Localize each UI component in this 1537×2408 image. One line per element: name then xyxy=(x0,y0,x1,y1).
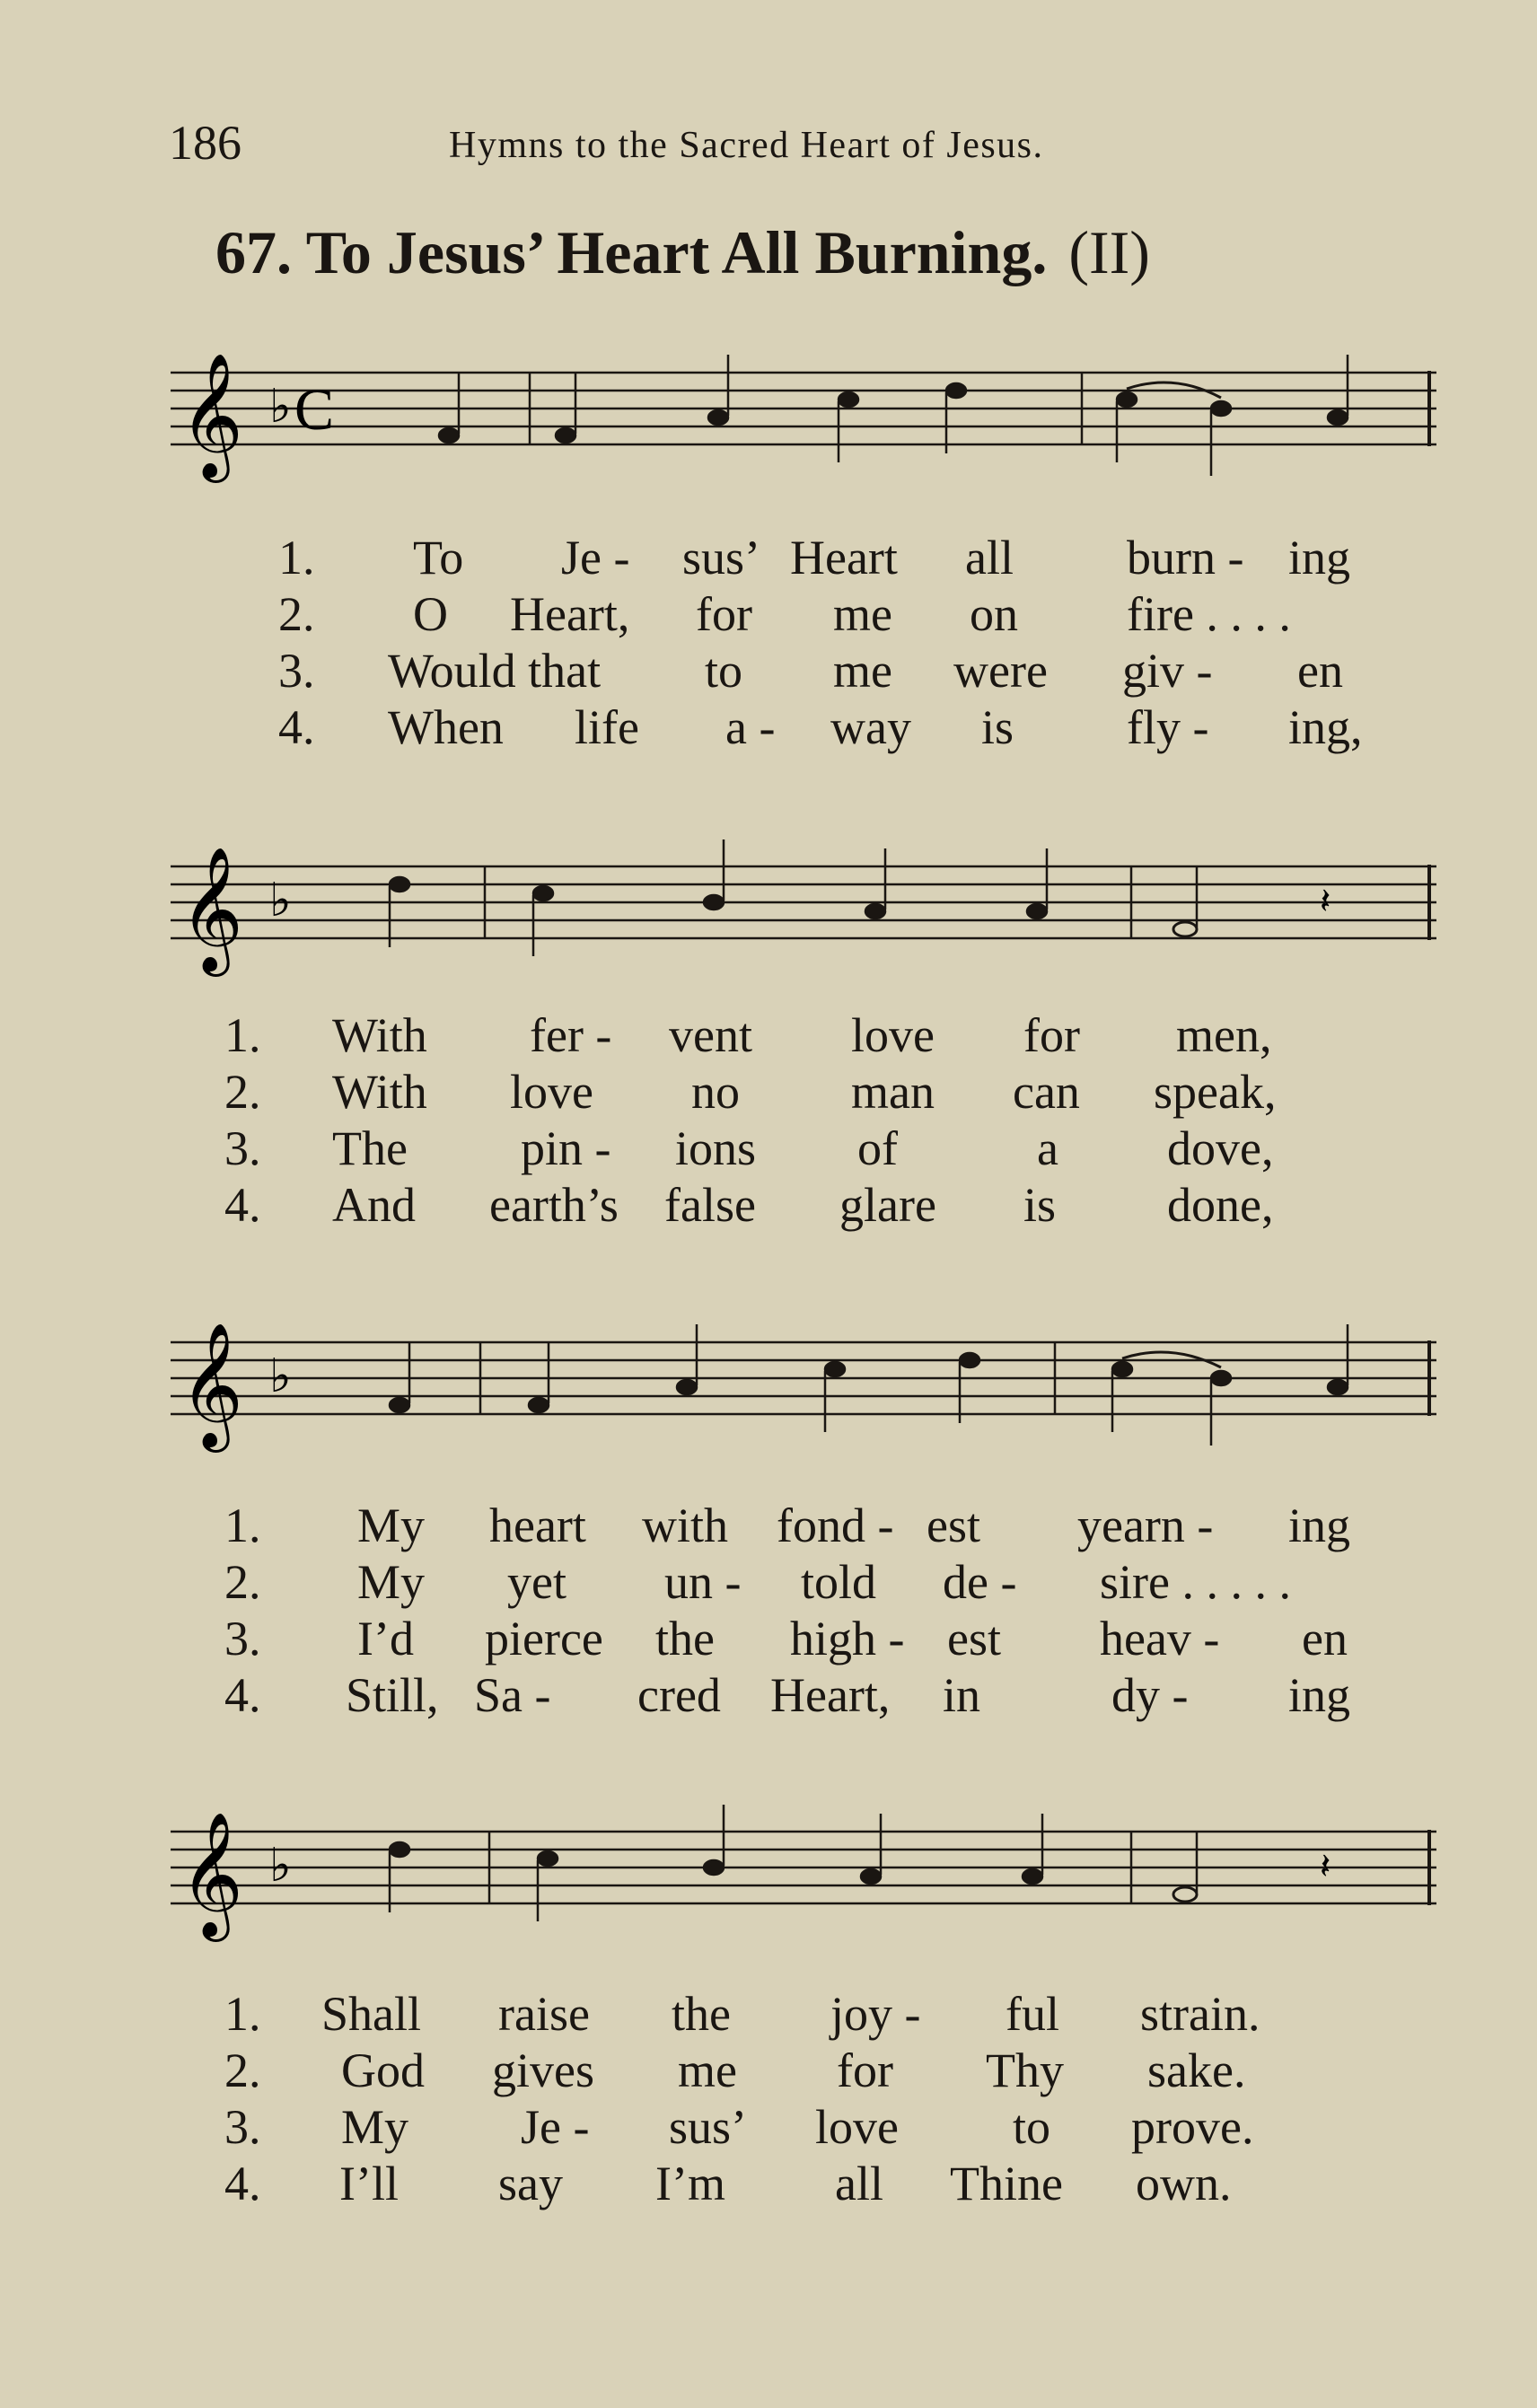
lyric-syllable: all xyxy=(965,531,1014,584)
lyric-syllable: Thine xyxy=(950,2157,1063,2210)
music-staff-3 xyxy=(162,1306,1441,1504)
lyric-syllable: raise xyxy=(498,1987,590,2041)
lyric-syllable: The xyxy=(332,1121,408,1175)
lyric-line-4-4 xyxy=(0,2156,1537,2210)
lyric-syllable: is xyxy=(981,700,1014,754)
treble-clef-icon: 𝄞 xyxy=(180,847,243,971)
music-staff-4 xyxy=(162,1796,1441,1993)
page-number: 186 xyxy=(169,116,242,170)
lyric-syllable: love xyxy=(851,1008,935,1062)
lyric-syllable: can xyxy=(1013,1065,1080,1119)
lyric-syllable: Heart xyxy=(790,531,898,584)
lyric-syllable: de - xyxy=(943,1555,1017,1609)
lyric-line-2-1 xyxy=(0,1007,1537,1061)
lyric-syllable: were xyxy=(953,644,1048,698)
lyric-syllable: heart xyxy=(489,1498,586,1552)
verse-number: 3. xyxy=(278,644,315,698)
treble-clef-icon: 𝄞 xyxy=(180,1812,243,1937)
music-staff-1 xyxy=(162,337,1441,534)
lyric-syllable: sake. xyxy=(1147,2043,1246,2097)
verse-number: 1. xyxy=(224,1987,261,2041)
lyric-syllable: With xyxy=(332,1008,427,1062)
lyric-syllable: is xyxy=(1023,1178,1057,1232)
flat-sign-icon: ♭ xyxy=(269,1349,292,1403)
lyric-syllable: glare xyxy=(839,1178,936,1232)
lyric-syllable: love xyxy=(510,1065,593,1119)
lyric-syllable: fire . . . . xyxy=(1127,587,1291,641)
lyric-syllable: My xyxy=(357,1555,426,1609)
lyric-syllable: strain. xyxy=(1140,1987,1260,2041)
lyric-syllable: life xyxy=(575,700,639,754)
lyric-line-3-2 xyxy=(0,1554,1537,1608)
verse-number: 2. xyxy=(224,1065,261,1119)
lyric-syllable: to xyxy=(1013,2100,1051,2154)
lyric-line-4-3 xyxy=(0,2099,1537,2153)
lyric-syllable: I’ll xyxy=(339,2157,399,2210)
lyric-syllable: fer - xyxy=(530,1008,612,1062)
lyric-syllable: en xyxy=(1302,1612,1348,1665)
verse-number: 1. xyxy=(224,1498,261,1552)
lyric-syllable: fly - xyxy=(1127,700,1209,754)
lyric-syllable: burn - xyxy=(1127,531,1244,584)
lyric-syllable: pierce xyxy=(485,1612,603,1665)
lyric-syllable: Heart, xyxy=(510,587,630,641)
lyric-syllable: on xyxy=(970,587,1018,641)
lyric-syllable: cred xyxy=(637,1668,721,1722)
running-head: Hymns to the Sacred Heart of Jesus. xyxy=(449,125,1044,166)
treble-clef-icon: 𝄞 xyxy=(180,1323,243,1447)
quarter-rest-icon: 𝄽 xyxy=(1320,881,1331,922)
lyric-syllable: high - xyxy=(790,1612,905,1665)
lyric-syllable: all xyxy=(835,2157,883,2210)
lyric-syllable: When xyxy=(388,700,504,754)
lyric-syllable: the xyxy=(672,1987,731,2041)
lyric-syllable: And xyxy=(332,1178,416,1232)
lyric-syllable: with xyxy=(642,1498,729,1552)
hymn-number-title: 67. To Jesus’ Heart All Burning. xyxy=(215,218,1048,286)
lyric-syllable: to xyxy=(705,644,743,698)
verse-number: 3. xyxy=(224,1612,261,1665)
lyric-syllable: Still, xyxy=(346,1668,439,1722)
lyric-line-2-4 xyxy=(0,1177,1537,1231)
verse-number: 1. xyxy=(278,531,315,584)
lyric-syllable: of xyxy=(857,1121,898,1175)
lyric-syllable: dy - xyxy=(1111,1668,1189,1722)
verse-number: 3. xyxy=(224,2100,261,2154)
verse-number: 1. xyxy=(224,1008,261,1062)
lyric-syllable: est xyxy=(927,1498,980,1552)
lyric-syllable: With xyxy=(332,1065,427,1119)
lyric-syllable: told xyxy=(801,1555,877,1609)
lyric-syllable: me xyxy=(833,644,892,698)
hymn-title xyxy=(215,217,1150,288)
lyric-syllable: ing xyxy=(1288,1668,1351,1722)
lyric-syllable: Je - xyxy=(521,2100,590,2154)
lyric-line-2-2 xyxy=(0,1064,1537,1118)
lyric-line-1-3 xyxy=(0,643,1537,697)
lyric-syllable: I’m xyxy=(655,2157,725,2210)
lyric-syllable: Heart, xyxy=(770,1668,891,1722)
verse-number: 4. xyxy=(224,2157,261,2210)
lyric-syllable: est xyxy=(947,1612,1001,1665)
lyric-syllable: love xyxy=(815,2100,899,2154)
lyric-syllable: say xyxy=(498,2157,563,2210)
lyric-syllable: way xyxy=(830,700,911,754)
lyric-syllable: ing xyxy=(1288,1498,1351,1552)
lyric-syllable: My xyxy=(341,2100,409,2154)
lyric-syllable: ful xyxy=(1006,1987,1059,2041)
lyric-line-3-1 xyxy=(0,1498,1537,1551)
lyric-syllable: en xyxy=(1297,644,1343,698)
lyric-line-4-1 xyxy=(0,1986,1537,2040)
lyric-syllable: speak, xyxy=(1154,1065,1277,1119)
verse-number: 2. xyxy=(224,2043,261,2097)
lyric-syllable: giv - xyxy=(1122,644,1213,698)
lyric-syllable: sus’ xyxy=(682,531,761,584)
lyric-line-4-2 xyxy=(0,2043,1537,2096)
music-staff-2 xyxy=(162,830,1441,1028)
flat-sign-icon: ♭ xyxy=(269,874,292,927)
flat-sign-icon: ♭ xyxy=(269,1839,292,1893)
lyric-syllable: Sa - xyxy=(474,1668,551,1722)
lyric-syllable: no xyxy=(691,1065,740,1119)
lyric-syllable: ions xyxy=(675,1121,757,1175)
lyric-syllable: me xyxy=(678,2043,737,2097)
lyric-syllable: a xyxy=(1037,1121,1058,1175)
lyric-syllable: O xyxy=(413,587,448,641)
lyric-syllable: Thy xyxy=(986,2043,1064,2097)
lyric-syllable: man xyxy=(851,1065,935,1119)
common-time-icon: C xyxy=(294,377,335,443)
verse-number: 2. xyxy=(224,1555,261,1609)
lyric-syllable: ing, xyxy=(1288,700,1363,754)
hymn-tone: (II) xyxy=(1068,218,1150,286)
lyric-syllable: Je - xyxy=(561,531,630,584)
flat-sign-icon: ♭ xyxy=(269,380,292,434)
lyric-syllable: for xyxy=(837,2043,893,2097)
lyric-syllable: earth’s xyxy=(489,1178,619,1232)
verse-number: 4. xyxy=(278,700,315,754)
lyric-line-2-3 xyxy=(0,1121,1537,1174)
lyric-syllable: gives xyxy=(492,2043,594,2097)
quarter-rest-icon: 𝄽 xyxy=(1320,1846,1331,1887)
lyric-syllable: To xyxy=(413,531,464,584)
lyric-syllable: Shall xyxy=(321,1987,422,2041)
lyric-line-1-2 xyxy=(0,586,1537,640)
lyric-syllable: for xyxy=(696,587,752,641)
lyric-syllable: in xyxy=(943,1668,981,1722)
lyric-syllable: God xyxy=(341,2043,425,2097)
lyric-syllable: prove. xyxy=(1131,2100,1254,2154)
lyric-syllable: the xyxy=(655,1612,715,1665)
lyric-line-3-4 xyxy=(0,1667,1537,1721)
lyric-syllable: ing xyxy=(1288,531,1351,584)
lyric-syllable: false xyxy=(664,1178,756,1232)
lyric-syllable: dove, xyxy=(1167,1121,1274,1175)
lyric-syllable: un - xyxy=(664,1555,742,1609)
lyric-syllable: me xyxy=(833,587,892,641)
verse-number: 4. xyxy=(224,1178,261,1232)
lyric-syllable: pin - xyxy=(521,1121,611,1175)
lyric-syllable: done, xyxy=(1167,1178,1274,1232)
lyric-line-3-3 xyxy=(0,1611,1537,1665)
treble-clef-icon: 𝄞 xyxy=(180,353,243,478)
lyric-syllable: for xyxy=(1023,1008,1080,1062)
lyric-syllable: men, xyxy=(1176,1008,1272,1062)
lyric-syllable: yet xyxy=(507,1555,566,1609)
lyric-syllable: heav - xyxy=(1100,1612,1220,1665)
lyric-syllable: I’d xyxy=(357,1612,414,1665)
verse-number: 4. xyxy=(224,1668,261,1722)
lyric-syllable: My xyxy=(357,1498,426,1552)
lyric-syllable: Would that xyxy=(388,644,602,698)
lyric-line-1-4 xyxy=(0,699,1537,753)
lyric-syllable: vent xyxy=(669,1008,752,1062)
lyric-syllable: fond - xyxy=(777,1498,894,1552)
lyric-syllable: own. xyxy=(1136,2157,1232,2210)
verse-number: 3. xyxy=(224,1121,261,1175)
lyric-line-1-1 xyxy=(0,530,1537,584)
verse-number: 2. xyxy=(278,587,315,641)
lyric-syllable: a - xyxy=(725,700,776,754)
lyric-syllable: yearn - xyxy=(1077,1498,1214,1552)
lyric-syllable: joy - xyxy=(830,1987,921,2041)
lyric-syllable: sire . . . . . xyxy=(1100,1555,1291,1609)
lyric-syllable: sus’ xyxy=(669,2100,748,2154)
